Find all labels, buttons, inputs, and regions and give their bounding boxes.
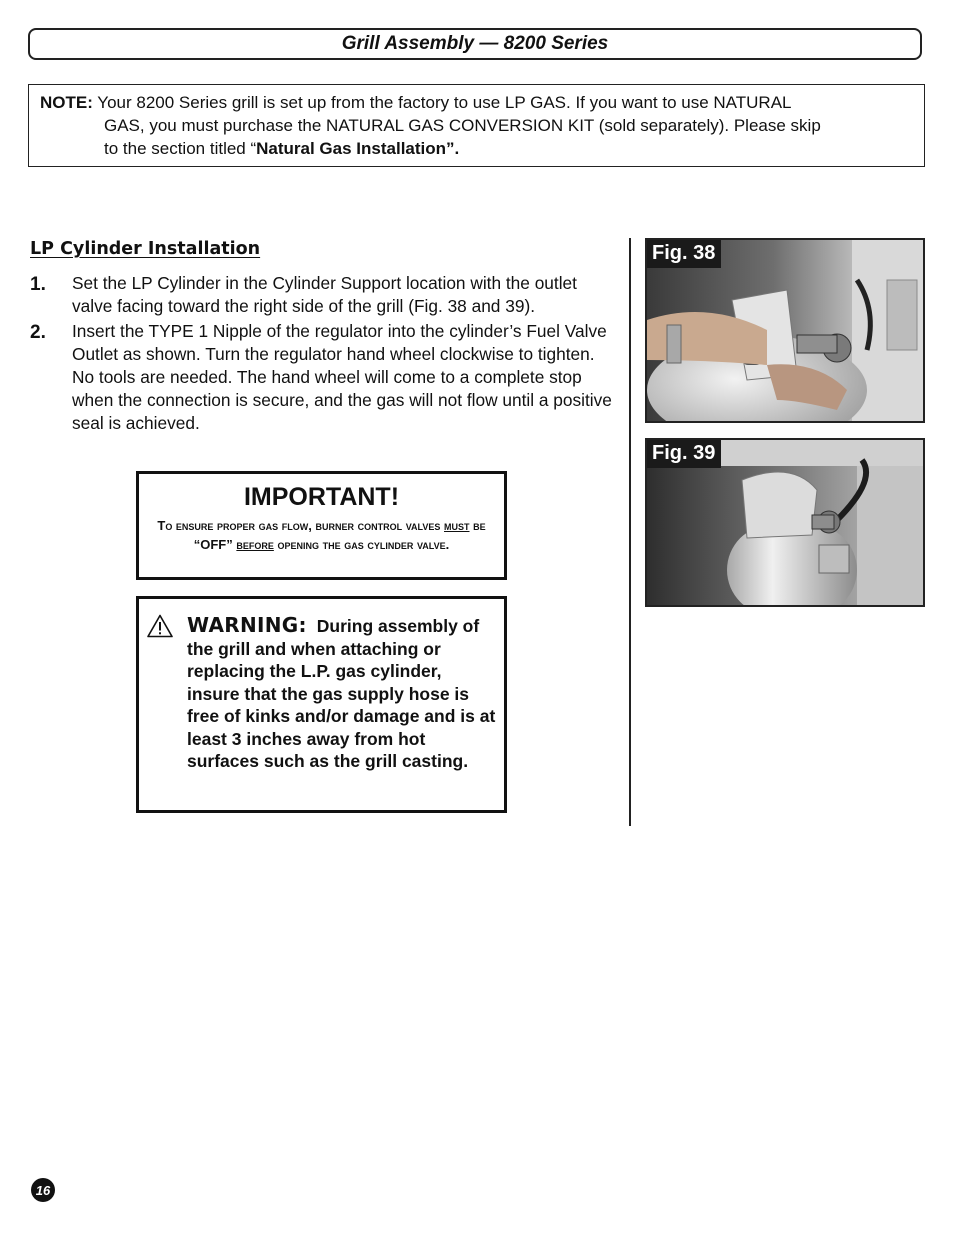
step-1 bbox=[30, 272, 620, 318]
step-text: Insert the TYPE 1 Nipple of the regulator into the cylinder’s Fuel Valve Outlet as shown. Turn the regulator hand wheel clockwise to tighten. No tools are needed. The hand wheel will come to a complete stop when the connection is secure, and the gas will not flow until a positive seal is achieved. bbox=[72, 321, 612, 433]
note-line-1 bbox=[40, 91, 914, 114]
step-number: 2. bbox=[30, 322, 46, 343]
note-box bbox=[28, 84, 925, 167]
important-text bbox=[139, 516, 504, 554]
important-text-a: To ensure proper gas flow, burner control valves bbox=[157, 518, 444, 533]
note-section-reference: Natural Gas Installation bbox=[256, 139, 447, 158]
warning-box bbox=[136, 596, 507, 813]
important-text-b: be “OFF” bbox=[193, 518, 486, 552]
figure-label: Fig. 38 bbox=[647, 240, 721, 268]
step-text: Set the LP Cylinder in the Cylinder Support location with the outlet valve facing toward the right side of the grill (Fig. 38 and 39). bbox=[72, 273, 577, 316]
column-divider bbox=[629, 238, 631, 826]
figure-38 bbox=[645, 238, 925, 423]
note-text-a: Your 8200 Series grill is set up from the factory to use LP GAS. If you want to use NATURAL bbox=[92, 93, 792, 112]
warning-body: During assembly of the grill and when attaching or replacing the L.P. gas cylinder, insure that the gas supply hose is free of kinks and/or damage and is at least 3 inches away from hot surfaces such as the grill casting. bbox=[187, 616, 496, 771]
important-must: must bbox=[444, 518, 470, 533]
important-title: IMPORTANT! bbox=[243, 483, 400, 511]
section-heading: LP Cylinder Installation bbox=[30, 239, 261, 259]
important-box bbox=[136, 471, 507, 580]
important-text-c: opening the gas cylinder valve. bbox=[273, 537, 450, 552]
warning-label: WARNING: bbox=[187, 613, 307, 637]
note-text-c: to the section titled “ bbox=[104, 139, 257, 158]
page-number: 16 bbox=[31, 1178, 55, 1202]
important-before: before bbox=[236, 537, 274, 552]
page-header bbox=[28, 28, 922, 60]
note-line-3 bbox=[40, 137, 914, 160]
step-2 bbox=[30, 320, 620, 435]
page-header-title: Grill Assembly — 8200 Series bbox=[341, 33, 609, 54]
figure-39 bbox=[645, 438, 925, 607]
note-label: NOTE: bbox=[40, 93, 93, 112]
warning-triangle-icon bbox=[147, 614, 173, 638]
warning-text bbox=[187, 614, 497, 773]
note-line-2: GAS, you must purchase the NATURAL GAS CONVERSION KIT (sold separately). Please skip bbox=[104, 116, 821, 135]
figure-label: Fig. 39 bbox=[647, 440, 721, 468]
step-number: 1. bbox=[30, 274, 46, 295]
note-text-d: ”. bbox=[446, 139, 460, 158]
